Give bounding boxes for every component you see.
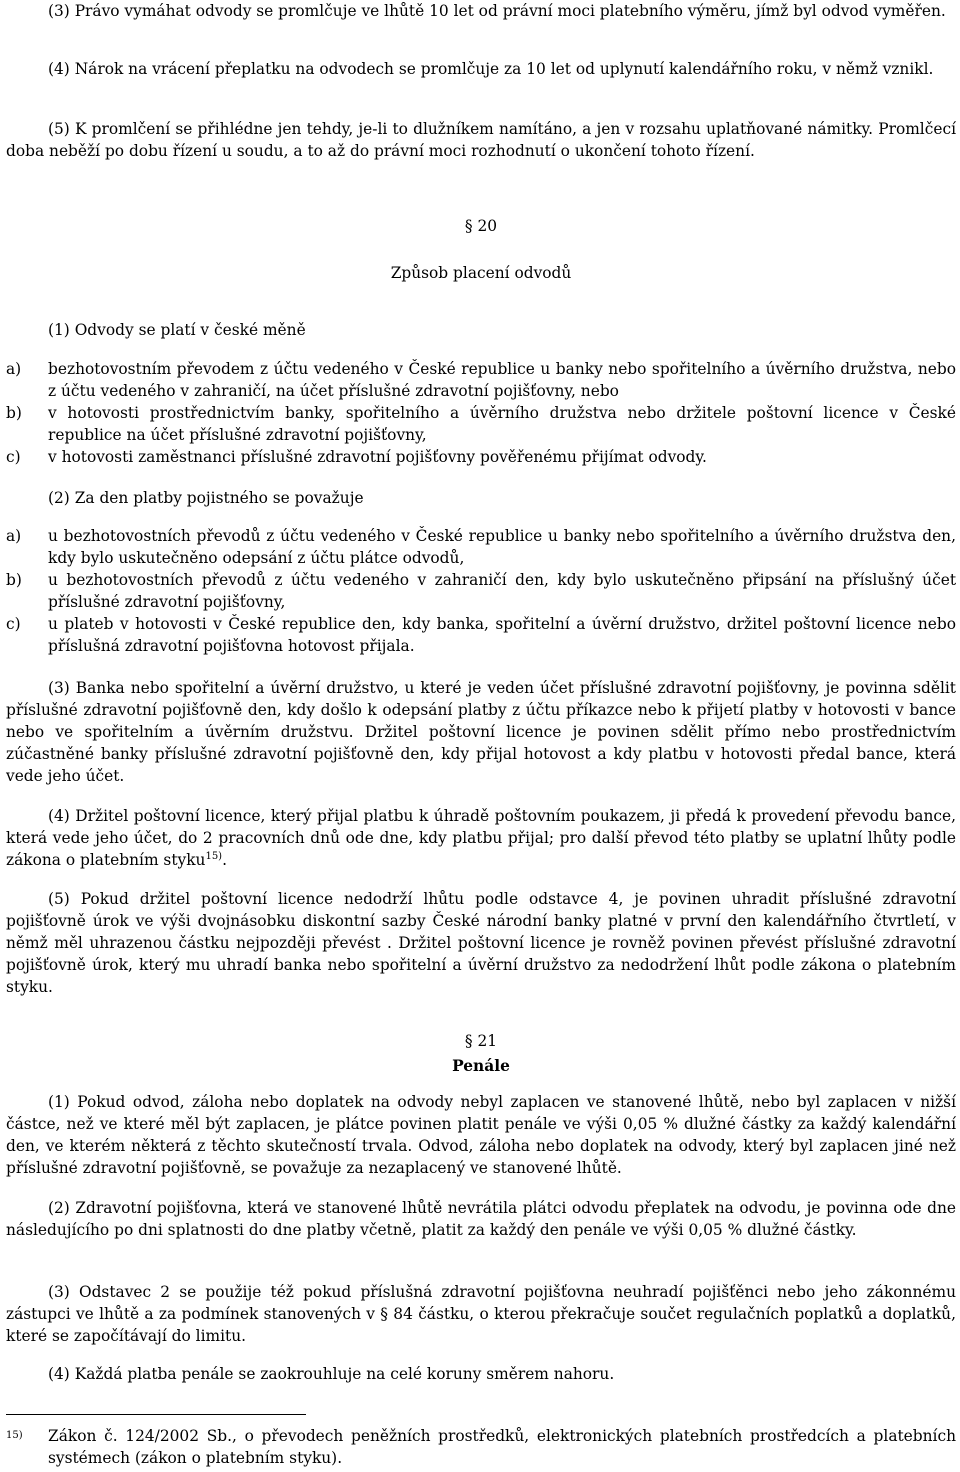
list-item-text: u bezhotovostních převodů z účtu vedeného v zahraničí den, kdy bylo uskutečněno připsání na příslušný účet příslušné zdravotní pojišťovny, bbox=[48, 571, 956, 611]
list-item-label: b) bbox=[6, 404, 22, 422]
list-item-text: u plateb v hotovosti v České republice den, kdy banka, spořitelní a úvěrní družstvo, držitel poštovní licence nebo příslušná zdravotní pojišťovna hotovost přijala. bbox=[48, 615, 956, 655]
footnote-separator bbox=[6, 1414, 306, 1415]
list-item-label: c) bbox=[6, 615, 21, 633]
list-item bbox=[6, 525, 956, 569]
list-item-label: c) bbox=[6, 448, 21, 466]
paragraph-20-5: (5) Pokud držitel poštovní licence nedodrží lhůtu podle odstavce 4, je povinen uhradit příslušné zdravotní pojišťovně úrok ve výši dvojnásobku diskontní sazby České národní banky platné v první den kalendářního čtvrtletí, v němž měl uhrazenou částku nejpozději převést . Držitel poštovní licence je rovněž povinen převést příslušné zdravotní pojišťovně úrok, který mu uhradí banka nebo spořitelní a úvěrní družstvo za nedodržení lhůt podle zákona o platebním styku. bbox=[6, 890, 956, 996]
list-item-text: u bezhotovostních převodů z účtu vedeného v České republice u banky nebo spořitelního a úvěrního družstva den, kdy bylo uskutečněno odepsání z účtu plátce odvodů, bbox=[48, 527, 956, 567]
list-item bbox=[6, 446, 956, 468]
list-20-2 bbox=[6, 525, 956, 657]
list-item-text: v hotovosti zaměstnanci příslušné zdravotní pojišťovny pověřenému přijímat odvody. bbox=[48, 448, 707, 466]
list-item-text: bezhotovostním převodem z účtu vedeného v České republice u banky nebo spořitelního a úvěrního družstva, nebo z účtu vedeného v zahraničí, na účet příslušné zdravotní pojišťovny, nebo bbox=[48, 360, 956, 400]
list-20-1 bbox=[6, 358, 956, 468]
list-item-label: b) bbox=[6, 571, 22, 589]
section-21-number: § 21 bbox=[464, 1032, 498, 1050]
list-item-label: a) bbox=[6, 360, 22, 378]
paragraph-promlceni-4: (4) Nárok na vrácení přeplatku na odvodech se promlčuje za 10 let od uplynutí kalendářního roku, v němž vznikl. bbox=[48, 60, 934, 78]
list-item bbox=[6, 402, 956, 446]
paragraph-21-3: (3) Odstavec 2 se použije též pokud příslušná zdravotní pojišťovna neuhradí pojišťěnci nebo jeho zákonnému zástupci ve lhůtě a za podmínek stanovených v § 84 částku, o kterou překračuje součet regulačních poplatků a doplatků, které se započítávají do limitu. bbox=[6, 1283, 956, 1345]
section-20-title: Způsob placení odvodů bbox=[390, 264, 572, 282]
paragraph-20-4 bbox=[6, 805, 956, 871]
paragraph-21-2: (2) Zdravotní pojišťovna, která ve stanovené lhůtě nevrátila plátci odvodu přeplatek na odvodu, je povinna ode dne následujícího po dni splatnosti do dne platby včetně, platit za každý den penále ve výši 0,05 % dlužné částky. bbox=[6, 1199, 956, 1239]
list-item bbox=[6, 569, 956, 613]
paragraph-promlceni-3: (3) Právo vymáhat odvody se promlčuje ve lhůtě 10 let od právní moci platebního výměru, jímž byl odvod vyměřen. bbox=[48, 2, 946, 20]
list-item-text: v hotovosti prostřednictvím banky, spořitelního a úvěrního družstva nebo držitele poštovní licence v České republice na účet příslušné zdravotní pojišťovny, bbox=[48, 404, 956, 444]
paragraph-20-2-intro: (2) Za den platby pojistného se považuje bbox=[48, 489, 364, 507]
paragraph-20-1-intro: (1) Odvody se platí v české měně bbox=[48, 321, 306, 339]
paragraph-promlceni-5: (5) K promlčení se přihlédne jen tehdy, je-li to dlužníkem namítáno, a jen v rozsahu uplatňované námitky. Promlčecí doba neběží po dobu řízení u soudu, a to až do právní moci rozhodnutí o ukončení tohoto řízení. bbox=[6, 120, 956, 160]
list-item-label: a) bbox=[6, 527, 22, 545]
paragraph-21-1: (1) Pokud odvod, záloha nebo doplatek na odvody nebyl zaplacen ve stanovené lhůtě, nebo byl zaplacen v nižší částce, než ve které měl být zaplacen, je plátce povinen platit penále ve výši 0,05 % dlužné částky za každý kalendářní den, ve kterém některá z těchto skutečností trvala. Odvod, záloha nebo doplatek na odvody, který byl zaplacen jiné než příslušné zdravotní pojišťovně, se považuje za nezaplacený ve stanovené lhůtě. bbox=[6, 1093, 956, 1177]
paragraph-20-4-end: . bbox=[222, 851, 227, 869]
list-item bbox=[6, 613, 956, 657]
section-20-number: § 20 bbox=[464, 217, 498, 235]
footnote bbox=[6, 1425, 956, 1469]
section-21-title: Penále bbox=[452, 1057, 510, 1075]
paragraph-21-4: (4) Každá platba penále se zaokrouhluje na celé koruny směrem nahoru. bbox=[48, 1365, 615, 1383]
footnote-label: 15) bbox=[6, 1430, 23, 1441]
paragraph-20-4-text: (4) Držitel poštovní licence, který přijal platbu k úhradě poštovním poukazem, ji předá k provedení převodu bance, která vede jeho účet, do 2 pracovních dnů ode dne, kdy platbu přijal; pro další převod této platby se uplatní lhůty podle zákona o platebním styku bbox=[6, 807, 956, 869]
footnote-text: Zákon č. 124/2002 Sb., o převodech peněžních prostředků, elektronických platebních prostředcích a platebních systémech (zákon o platebním styku). bbox=[48, 1427, 956, 1467]
list-item bbox=[6, 358, 956, 402]
paragraph-20-3: (3) Banka nebo spořitelní a úvěrní družstvo, u které je veden účet příslušné zdravotní pojišťovny, je povinna sdělit příslušné zdravotní pojišťovně den, kdy došlo k odepsání platby z účtu příkazce nebo k přijetí platby v hotovosti v bance nebo ve spořitelním a úvěrním družstvu. Držitel poštovní licence je povinen sdělit přímo nebo prostřednictvím zúčastněné banky příslušné zdravotní pojišťovně den, kdy přijal hotovost a kdy platbu v hotovosti předal bance, která vede jeho účet. bbox=[6, 679, 956, 785]
footnote-ref: 15) bbox=[205, 850, 223, 862]
